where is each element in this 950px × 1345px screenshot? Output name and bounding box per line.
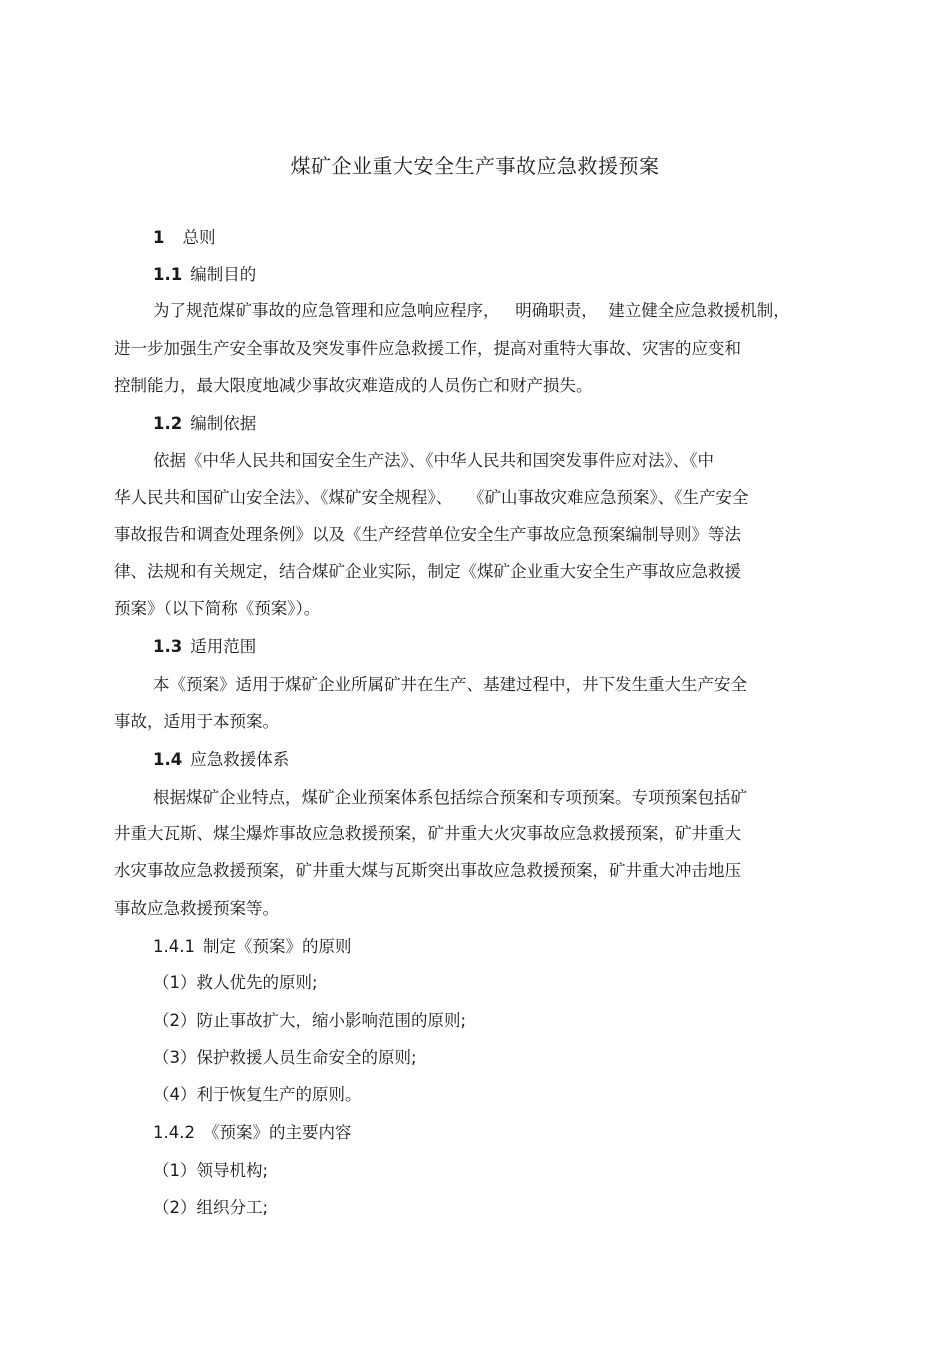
- section-title: 编制依据: [190, 414, 257, 433]
- section-title: 制定《预案》的原则: [202, 937, 352, 956]
- section-heading-1-1: [153, 263, 256, 287]
- list-item: （1）救人优先的原则;: [153, 973, 318, 992]
- paragraph-line: 为了规范煤矿事故的应急管理和应急响应程序， 明确职责， 建立健全应急救援机制，: [153, 301, 790, 320]
- section-heading-1-4: [153, 748, 289, 772]
- section-number: 1.4: [153, 750, 183, 769]
- section-number: 1.2: [153, 414, 183, 433]
- section-number: 1: [153, 228, 165, 247]
- section-title: 编制目的: [190, 265, 257, 284]
- list-item: （2）防止事故扩大，缩小影响范围的原则;: [153, 1011, 467, 1030]
- section-heading-1-4-1: [153, 935, 351, 959]
- paragraph-line: 事故，适用于本预案。: [114, 712, 279, 731]
- paragraph-line: 水灾事故应急救援预案，矿井重大煤与瓦斯突出事故应急救援预案，矿井重大冲击地压: [114, 861, 741, 880]
- section-title: 总则: [182, 228, 216, 247]
- list-item: （4）利于恢复生产的原则。: [153, 1085, 362, 1104]
- section-number: 1.3: [153, 637, 183, 656]
- list-item: （3）保护救援人员生命安全的原则;: [153, 1048, 417, 1067]
- paragraph-line: 根据煤矿企业特点，煤矿企业预案体系包括综合预案和专项预案。专项预案包括矿: [153, 788, 747, 807]
- section-number: 1.4.2: [153, 1123, 195, 1142]
- paragraph-line: 事故应急救援预案等。: [114, 899, 279, 918]
- paragraph-line: 本《预案》适用于煤矿企业所属矿井在生产、基建过程中，井下发生重大生产安全: [153, 675, 747, 694]
- paragraph-line: 律、法规和有关规定，结合煤矿企业实际，制定《煤矿企业重大安全生产事故应急救援: [114, 562, 741, 581]
- paragraph-line: 控制能力，最大限度地减少事故灾难造成的人员伤亡和财产损失。: [114, 376, 593, 395]
- paragraph-line: 华人民共和国矿山安全法》、《煤矿安全规程》、 《矿山事故灾难应急预案》、《生产安全: [114, 488, 749, 507]
- paragraph-line: 进一步加强生产安全事故及突发事件应急救援工作，提高对重特大事故、灾害的应变和: [114, 339, 741, 358]
- list-item: （2）组织分工;: [153, 1198, 269, 1217]
- section-title: 《预案》的主要内容: [202, 1123, 352, 1142]
- paragraph-line: 预案》（以下简称《预案》）。: [114, 599, 321, 618]
- section-title: 应急救援体系: [190, 750, 290, 769]
- section-heading-1: [153, 226, 215, 250]
- section-heading-1-2: [153, 412, 256, 436]
- paragraph-line: 依据《中华人民共和国安全生产法》、《中华人民共和国突发事件应对法》、《中: [153, 451, 714, 470]
- section-heading-1-4-2: [153, 1121, 351, 1145]
- paragraph-line: 事故报告和调查处理条例》以及《生产经营单位安全生产事故应急预案编制导则》等法: [114, 525, 741, 544]
- list-item: （1）领导机构;: [153, 1161, 269, 1180]
- section-number: 1.1: [153, 265, 183, 284]
- paragraph-line: 井重大瓦斯、煤尘爆炸事故应急救援预案，矿井重大火灾事故应急救援预案，矿井重大: [114, 824, 741, 843]
- section-number: 1.4.1: [153, 937, 195, 956]
- document-title: 煤矿企业重大安全生产事故应急救援预案: [290, 154, 660, 178]
- section-heading-1-3: [153, 635, 256, 659]
- section-title: 适用范围: [190, 637, 257, 656]
